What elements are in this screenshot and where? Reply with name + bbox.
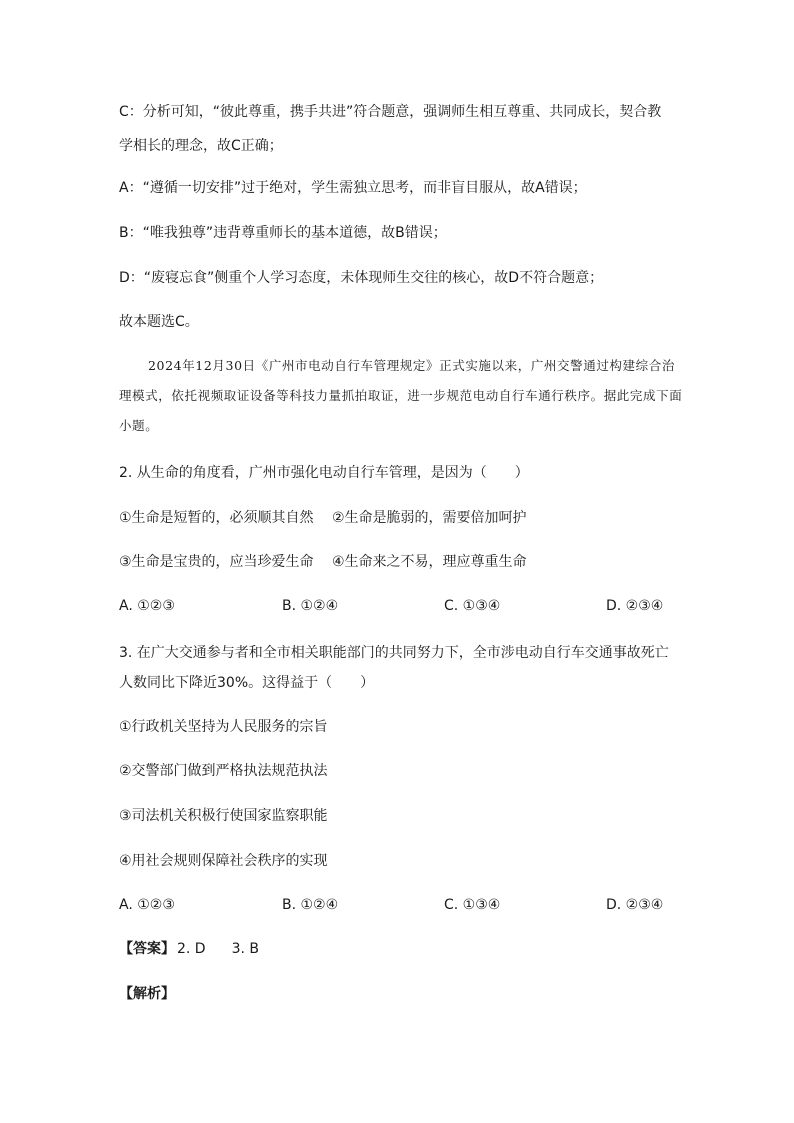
q3-stem-line2: 人数同比下降近30%。这得益于（ ） bbox=[119, 675, 375, 691]
q3-option-b: B. ①②④ bbox=[282, 897, 339, 913]
q3-statement-1: ①行政机关坚持为人民服务的宗旨 bbox=[119, 719, 328, 735]
q2-option-d: D. ②③④ bbox=[606, 598, 664, 614]
q2-option-c: C. ①③④ bbox=[444, 598, 501, 614]
q3-statement-2: ②交警部门做到严格执法规范执法 bbox=[119, 763, 328, 779]
q2-statements-row2: ③生命是宝贵的，应当珍爱生命 ④生命来之不易，理应尊重生命 bbox=[119, 554, 527, 570]
q3-statement-3: ③司法机关积极行使国家监察职能 bbox=[119, 808, 328, 824]
answer-label: 【答案】 bbox=[119, 941, 175, 957]
q2-stem: 2. 从生命的角度看，广州市强化电动自行车管理，是因为（ ） bbox=[119, 465, 529, 481]
analysis-line-c1: C：分析可知，“彼此尊重，携手共进”符合题意，强调师生相互尊重、共同成长，契合教 bbox=[119, 104, 662, 120]
q3-option-d: D. ②③④ bbox=[606, 897, 664, 913]
analysis-line-d: D：“废寝忘食”侧重个人学习态度，未体现师生交往的核心，故D不符合题意； bbox=[119, 270, 604, 286]
q2-option-b: B. ①②④ bbox=[282, 598, 339, 614]
material-paragraph: 2024年12月30日《广州市电动自行车管理规定》正式实施以来，广州交警通过构建综合治理模式，依托视频取证设备等科技力量抓拍取证，进一步规范电动自行车通行秩序。据此完成下面小题。 bbox=[119, 358, 683, 433]
q3-option-c: C. ①③④ bbox=[444, 897, 501, 913]
answer-q2: 2. D bbox=[177, 941, 206, 957]
q2-option-a: A. ①②③ bbox=[119, 598, 175, 614]
q2-statements-row1: ①生命是短暂的，必须顺其自然 ②生命是脆弱的，需要倍加呵护 bbox=[119, 510, 527, 526]
analysis-line-a: A：“遵循一切安排”过于绝对，学生需独立思考，而非盲目服从，故A错误； bbox=[119, 180, 587, 196]
analysis-conclusion: 故本题选C。 bbox=[119, 314, 199, 330]
analysis-line-b: B：“唯我独尊”违背尊重师长的基本道德，故B错误； bbox=[119, 225, 447, 241]
answer-q3: 3. B bbox=[231, 941, 260, 957]
q3-option-a: A. ①②③ bbox=[119, 897, 175, 913]
analysis-line-c2: 学相长的理念，故C正确； bbox=[119, 138, 283, 154]
q3-statement-4: ④用社会规则保障社会秩序的实现 bbox=[119, 853, 328, 869]
q3-stem-line1: 3. 在广大交通参与者和全市相关职能部门的共同努力下，全市涉电动自行车交通事故死亡 bbox=[119, 645, 669, 661]
answer-line bbox=[119, 939, 259, 959]
analysis-label: 【解析】 bbox=[119, 986, 175, 1002]
